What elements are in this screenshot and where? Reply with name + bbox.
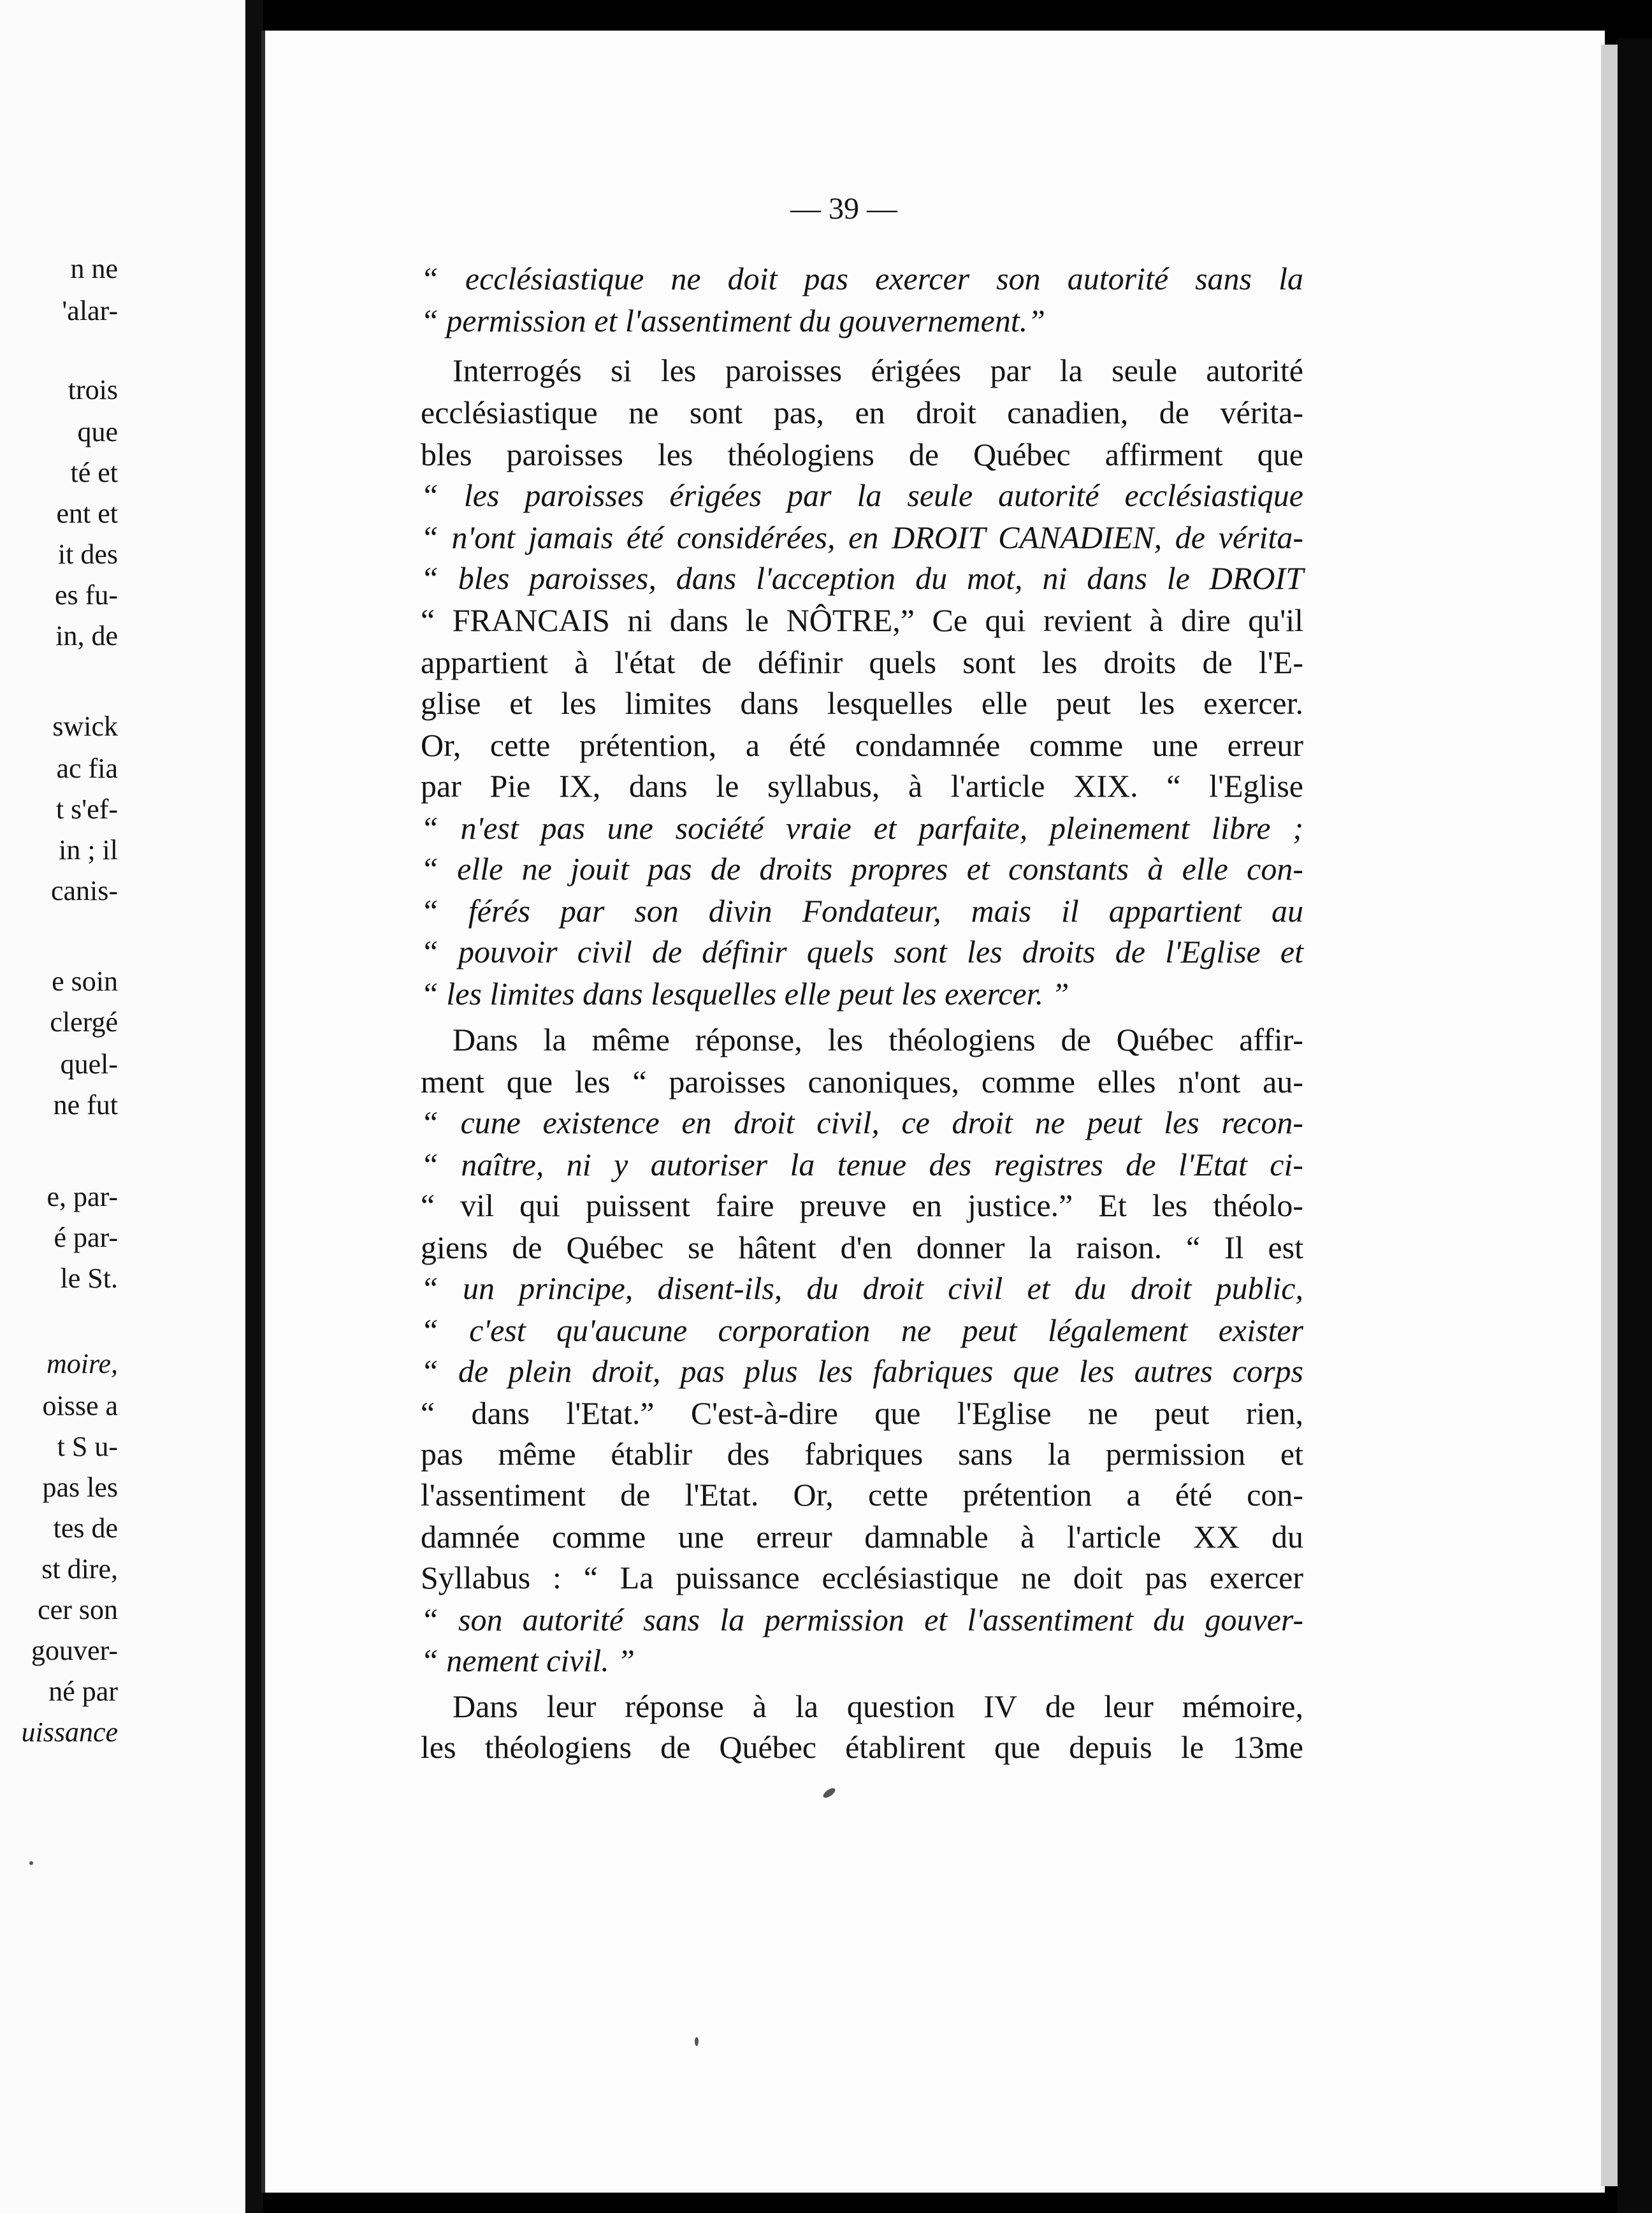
facing-page-line: clergé [50,1006,118,1038]
facing-page-line: té et [70,457,118,488]
facing-page-line: cer son [38,1594,118,1625]
text-line: “ n'est pas une société vraie et parfaite, pleinement libre ; [421,810,1303,846]
text-line: bles paroisses les théologiens de Québec affirment que [421,437,1303,472]
text-line: par Pie IX, dans le syllabus, à l'article XIX. “ l'Eglise [421,768,1303,804]
text-line: “ permission et l'assentiment du gouvernement.” [421,303,1046,338]
text-line: damnée comme une erreur damnable à l'article XX du [421,1519,1303,1555]
facing-page-line: le St. [60,1263,118,1294]
text-line: pas même établir des fabriques sans la permission et [421,1436,1303,1472]
text-line: ecclésiastique ne sont pas, en droit canadien, de vérita- [421,395,1303,430]
facing-page-line: gouver- [31,1635,118,1666]
facing-page-line: moire, [46,1348,118,1379]
facing-page-line: in, de [55,620,118,651]
text-line: glise et les limites dans lesquelles elle peut les exercer. [421,685,1303,721]
text-line: Syllabus : “ La puissance ecclésiastique ne doit pas exercer [421,1560,1303,1595]
facing-page-line: 'alar- [62,295,118,326]
facing-page-line: canis- [50,875,118,906]
text-line: “ les paroisses érigées par la seule autorité ecclésiastique [421,477,1303,513]
facing-page-line: swick [52,711,118,742]
text-line: les théologiens de Québec établirent que depuis le 13me [421,1729,1303,1765]
text-line: Interrogés si les paroisses érigées par la seule autorité [453,352,1303,388]
facing-page-line: quel- [60,1048,118,1080]
text-line: Or, cette prétention, a été condamnée comme une erreur [421,727,1303,763]
text-line: “ les limites dans lesquelles elle peut les exercer. ” [421,976,1069,1012]
facing-page-line: it des [57,539,118,570]
text-line: “ un principe, disent-ils, du droit civil et du droit public, [421,1270,1303,1306]
text-line: “ férés par son divin Fondateur, mais il appartient au [421,893,1303,929]
facing-page-line: in ; il [59,834,118,866]
ink-speck [29,1861,33,1865]
text-line: “ cune existence en droit civil, ce droit ne peut les recon- [421,1105,1303,1140]
text-line: “ FRANCAIS ni dans le NÔTRE,” Ce qui revient à dire qu'il [421,602,1303,638]
facing-page-line: oisse a [42,1390,118,1421]
text-line: Dans leur réponse à la question IV de leur mémoire, [453,1688,1303,1724]
facing-page-line: pas les [42,1472,118,1503]
ink-speck [695,2037,699,2046]
text-line: “ ecclésiastique ne doit pas exercer son autorité sans la [421,261,1303,296]
text-line: “ elle ne jouit pas de droits propres et constants à elle con- [421,851,1303,887]
text-line: “ dans l'Etat.” C'est-à-dire que l'Eglise ne peut rien, [421,1395,1303,1431]
facing-page-line: st dire, [41,1553,118,1585]
facing-page-line: ac fia [56,753,118,784]
text-line: Dans la même réponse, les théologiens de Québec affir- [453,1022,1303,1057]
facing-page-line: que [77,416,118,447]
text-line: l'assentiment de l'Etat. Or, cette prétention a été con- [421,1477,1303,1513]
facing-page-line: n ne [70,253,118,284]
text-line: “ son autorité sans la permission et l'assentiment du gouver- [421,1602,1303,1637]
text-line: “ bles paroisses, dans l'acception du mot, ni dans le DROIT [421,560,1303,596]
text-line: “ n'ont jamais été considérées, en DROIT CANADIEN, de vérita- [421,519,1303,555]
text-line: “ pouvoir civil de définir quels sont les droits de l'Eglise et [421,934,1303,969]
text-line: giens de Québec se hâtent d'en donner la raison. “ Il est [421,1230,1303,1265]
facing-page-line: ent et [56,498,118,529]
text-line: “ naître, ni y autoriser la tenue des registres de l'Etat ci- [421,1147,1303,1182]
facing-page-line: e soin [52,966,118,997]
text-line: “ c'est qu'aucune corporation ne peut légalement exister [421,1312,1303,1348]
facing-page-line: t s'ef- [55,794,118,825]
facing-page-line: trois [68,374,118,405]
facing-page-line: né par [48,1676,118,1707]
facing-page-line: é par- [54,1222,118,1253]
text-line: appartient à l'état de définir quels sont les droits de l'E- [421,644,1303,680]
text-line: “ de plein droit, pas plus les fabriques que les autres corps [421,1353,1303,1389]
page-number: — 39 — [790,192,897,226]
text-line: “ vil qui puissent faire preuve en justice.” Et les théolo- [421,1187,1303,1223]
facing-page-line: ne fut [53,1089,118,1121]
facing-page-line: t S u- [57,1431,118,1462]
facing-page-line: e, par- [47,1181,118,1212]
facing-page-line: tes de [53,1513,118,1544]
facing-page-line: uissance [21,1716,118,1748]
text-line: ment que les “ paroisses canoniques, comme elles n'ont au- [421,1064,1303,1099]
text-line: “ nement civil. ” [421,1643,635,1678]
facing-page-line: es fu- [55,579,118,611]
